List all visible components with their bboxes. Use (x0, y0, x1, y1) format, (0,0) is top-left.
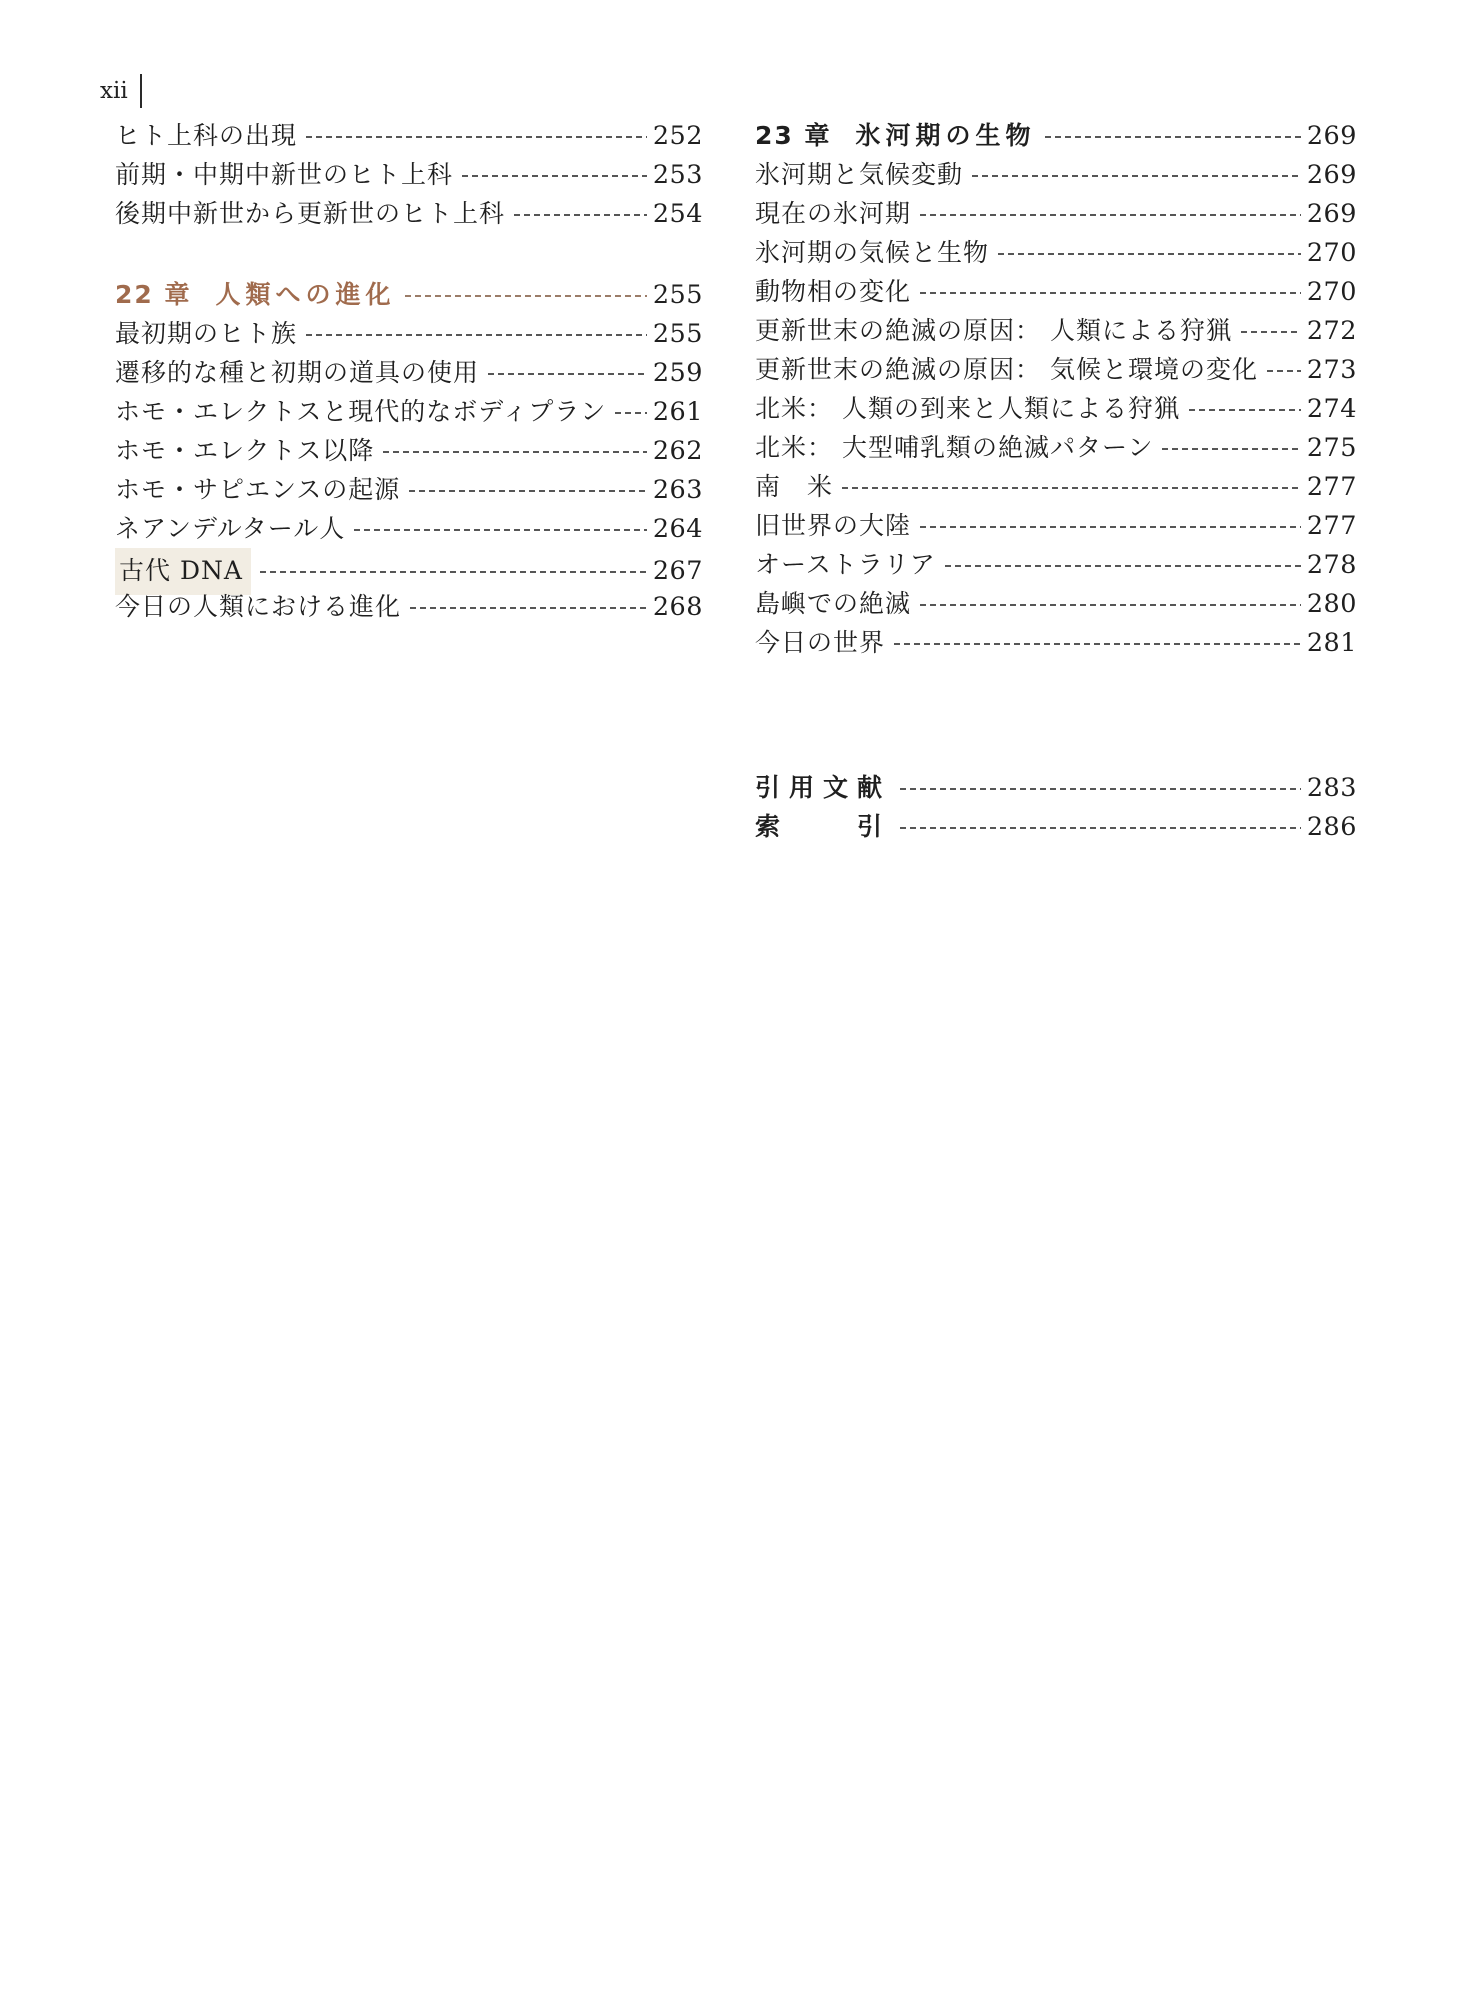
entry-page-number: 283 (1306, 773, 1357, 803)
toc-entry (115, 194, 703, 233)
chapter-number: 23 章 (755, 121, 832, 150)
folio-divider-bar (140, 74, 142, 108)
dotted-leader (842, 487, 1301, 489)
entry-title-highlighted: 古代 DNA (115, 548, 251, 595)
entry-title: ネアンデルタール人 (115, 514, 346, 543)
dotted-leader (383, 451, 647, 453)
dotted-leader (920, 604, 1301, 606)
entry-title: 氷河期の気候と生物 (755, 238, 990, 267)
entry-title: 北米： 大型哺乳類の絶滅パターン (755, 433, 1154, 462)
entry-title: 動物相の変化 (755, 277, 912, 306)
entry-title: オーストラリア (755, 550, 936, 579)
toc-entry (115, 392, 703, 431)
entry-title: 現在の氷河期 (755, 199, 912, 228)
entry-page-number: 274 (1306, 394, 1357, 424)
dotted-leader (488, 373, 647, 375)
chapter-number: 22 章 (115, 280, 192, 309)
toc-entry (755, 194, 1357, 233)
entry-page-number: 273 (1306, 355, 1357, 385)
toc-entry (755, 311, 1357, 350)
toc-entry (755, 467, 1357, 506)
dotted-leader (1189, 409, 1301, 411)
dotted-leader (260, 571, 647, 573)
dotted-leader (410, 607, 647, 609)
entry-title: 南 米 (755, 472, 834, 501)
back-matter-references (755, 768, 1357, 807)
entry-page-number: 261 (652, 397, 703, 427)
entry-title: ホモ・エレクトスと現代的なボディプラン (115, 397, 607, 426)
entry-title: ホモ・エレクトス以降 (115, 436, 375, 465)
entry-title: 北米： 人類の到来と人類による狩猟 (755, 394, 1180, 423)
dotted-leader (945, 565, 1301, 567)
toc-entry (115, 470, 703, 509)
toc-entry (755, 428, 1357, 467)
entry-page-number: 270 (1306, 238, 1357, 268)
column-gap (755, 662, 1357, 768)
column-gap (115, 233, 703, 275)
dotted-leader (1267, 370, 1301, 372)
dotted-leader (972, 175, 1301, 177)
toc-entry (755, 506, 1357, 545)
chapter-23-heading (755, 116, 1357, 155)
toc-entry (755, 350, 1357, 389)
toc-entry (115, 314, 703, 353)
dotted-leader (354, 529, 647, 531)
dotted-leader (462, 175, 647, 177)
entry-page-number: 277 (1306, 511, 1357, 541)
entry-title: 引用文献 (755, 773, 892, 802)
dotted-leader (306, 334, 647, 336)
toc-entry (755, 623, 1357, 662)
entry-page-number: 267 (652, 556, 703, 586)
entry-title: 今日の世界 (755, 628, 886, 657)
toc-entry (755, 272, 1357, 311)
dotted-leader (920, 526, 1301, 528)
entry-page-number: 259 (652, 358, 703, 388)
entry-page-number: 280 (1306, 589, 1357, 619)
dotted-leader (894, 643, 1301, 645)
entry-page-number: 277 (1306, 472, 1357, 502)
entry-page-number: 286 (1306, 812, 1357, 842)
dotted-leader (306, 136, 647, 138)
dotted-leader (920, 214, 1301, 216)
dotted-leader (1241, 331, 1301, 333)
entry-title: 最初期のヒト族 (115, 319, 298, 348)
toc-entry (755, 545, 1357, 584)
dotted-leader (405, 295, 647, 297)
entry-page-number: 269 (1306, 121, 1357, 151)
toc-entry (755, 584, 1357, 623)
page-folio (100, 78, 142, 108)
folio-number: xii (100, 78, 128, 104)
toc-entry (115, 116, 703, 155)
dotted-leader (1162, 448, 1300, 450)
entry-title: 更新世末の絶滅の原因： 気候と環境の変化 (755, 355, 1258, 384)
dotted-leader (514, 214, 647, 216)
entry-page-number: 268 (652, 592, 703, 622)
entry-page-number: 254 (652, 199, 703, 229)
entry-page-number: 275 (1306, 433, 1357, 463)
toc-left-column (115, 116, 703, 626)
dotted-leader (409, 490, 647, 492)
dotted-leader (998, 253, 1301, 255)
entry-title: 今日の人類における進化 (115, 592, 402, 621)
entry-page-number: 269 (1306, 199, 1357, 229)
toc-entry (115, 587, 703, 626)
toc-right-column (755, 116, 1357, 846)
entry-page-number: 262 (652, 436, 703, 466)
toc-entry (115, 353, 703, 392)
entry-title: 氷河期と気候変動 (755, 160, 964, 189)
dotted-leader (900, 827, 1301, 829)
back-matter-index (755, 807, 1357, 846)
entry-page-number: 269 (1306, 160, 1357, 190)
dotted-leader (1045, 136, 1301, 138)
entry-title: 旧世界の大陸 (755, 511, 912, 540)
entry-title: ホモ・サピエンスの起源 (115, 475, 401, 504)
toc-entry (755, 233, 1357, 272)
entry-page-number: 264 (652, 514, 703, 544)
toc-entry (115, 431, 703, 470)
dotted-leader (900, 788, 1301, 790)
entry-title: ヒト上科の出現 (115, 121, 298, 150)
entry-page-number: 270 (1306, 277, 1357, 307)
dotted-leader (615, 412, 647, 414)
entry-page-number: 278 (1306, 550, 1357, 580)
entry-page-number: 255 (652, 280, 703, 310)
entry-page-number: 253 (652, 160, 703, 190)
entry-title: 更新世末の絶滅の原因： 人類による狩猟 (755, 316, 1232, 345)
dotted-leader (920, 292, 1301, 294)
toc-entry-highlighted (115, 548, 703, 587)
entry-page-number: 255 (652, 319, 703, 349)
toc-entry (115, 509, 703, 548)
entry-title: 前期・中期中新世のヒト上科 (115, 160, 454, 189)
toc-entry (115, 155, 703, 194)
entry-title: 索 引 (755, 812, 892, 841)
toc-entry (755, 389, 1357, 428)
toc-entry (755, 155, 1357, 194)
entry-page-number: 263 (652, 475, 703, 505)
chapter-title: 氷河期の生物 (855, 121, 1036, 150)
entry-page-number: 252 (652, 121, 703, 151)
entry-page-number: 272 (1306, 316, 1357, 346)
entry-title: 遷移的な種と初期の道具の使用 (115, 358, 480, 387)
entry-title: 後期中新世から更新世のヒト上科 (115, 199, 506, 228)
entry-page-number: 281 (1306, 628, 1357, 658)
chapter-title: 人類への進化 (215, 280, 396, 309)
entry-title: 島嶼での絶滅 (755, 589, 912, 618)
chapter-22-heading (115, 275, 703, 314)
